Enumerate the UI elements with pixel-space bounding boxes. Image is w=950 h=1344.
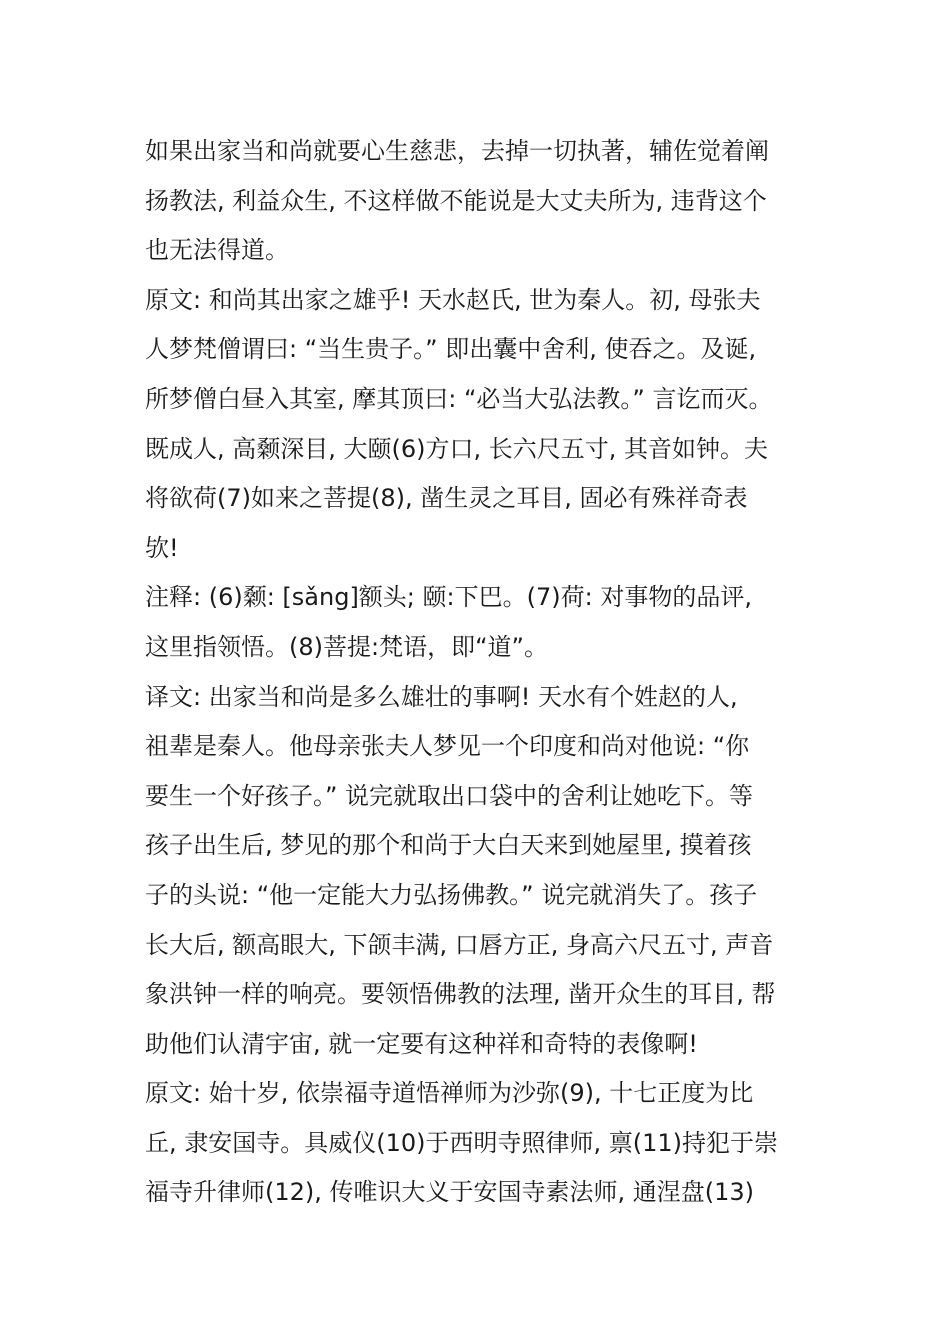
text-line: 丘, 隶安国寺。具威仪(10)于西明寺照律师, 禀(11)持犯于崇 xyxy=(145,1128,779,1157)
text-line: 这里指领悟。(8)菩提:梵语，即“道”。 xyxy=(145,632,548,661)
text-line: 要生一个好孩子。” 说完就取出口袋中的舍利让她吃下。等 xyxy=(145,781,754,810)
text-line: 人梦梵僧谓曰: “当生贵子。” 即出囊中舍利, 使吞之。及诞, xyxy=(145,335,757,364)
text-line: 长大后, 额高眼大, 下颌丰满, 口唇方正, 身高六尺五寸, 声音 xyxy=(145,930,774,959)
text-line: 也无法得道。 xyxy=(145,236,289,265)
text-line: 子的头说: “他一定能大力弘扬佛教。” 说完就消失了。孩子 xyxy=(145,880,758,909)
text-line: 既成人, 高颡深目, 大颐(6)方口, 长六尺五寸, 其音如钟。夫 xyxy=(145,434,769,463)
text-line: 助他们认清宇宙, 就一定要有这种祥和奇特的表像啊! xyxy=(145,1029,698,1058)
text-line: 将欲荷(7)如来之菩提(8), 凿生灵之耳目, 固必有殊祥奇表 xyxy=(145,484,748,513)
text-line: 原文: 始十岁, 依崇福寺道悟禅师为沙弥(9), 十七正度为比 xyxy=(145,1079,754,1108)
body-text xyxy=(145,127,825,1218)
text-line: 祖辈是秦人。他母亲张夫人梦见一个印度和尚对他说: “你 xyxy=(145,732,750,761)
text-line: 译文: 出家当和尚是多么雄壮的事啊! 天水有个姓赵的人, xyxy=(145,682,738,711)
text-line: 福寺升律师(12), 传唯识大义于安国寺素法师, 通涅盘(13) xyxy=(145,1178,755,1207)
text-line: 孩子出生后, 梦见的那个和尚于大白天来到她屋里, 摸着孩 xyxy=(145,831,752,860)
text-line: 欤! xyxy=(145,533,179,562)
text-line: 如果出家当和尚就要心生慈悲，去掉一切执著，辅佐觉着阐 xyxy=(145,137,769,165)
text-line: 所梦僧白昼入其室, 摩其顶曰: “必当大弘法教。” 言讫而灭。 xyxy=(145,384,773,413)
text-line: 象洪钟一样的响亮。要领悟佛教的法理, 凿开众生的耳目, 帮 xyxy=(145,980,776,1009)
text-line: 扬教法, 利益众生, 不这样做不能说是大丈夫所为, 违背这个 xyxy=(145,186,767,215)
text-line: 注释: (6)颡: [sǎng]额头; 颐:下巴。(7)荷: 对事物的品评, xyxy=(145,583,752,612)
text-line: 原文: 和尚其出家之雄乎! 天水赵氏, 世为秦人。初, 母张夫 xyxy=(145,285,761,314)
